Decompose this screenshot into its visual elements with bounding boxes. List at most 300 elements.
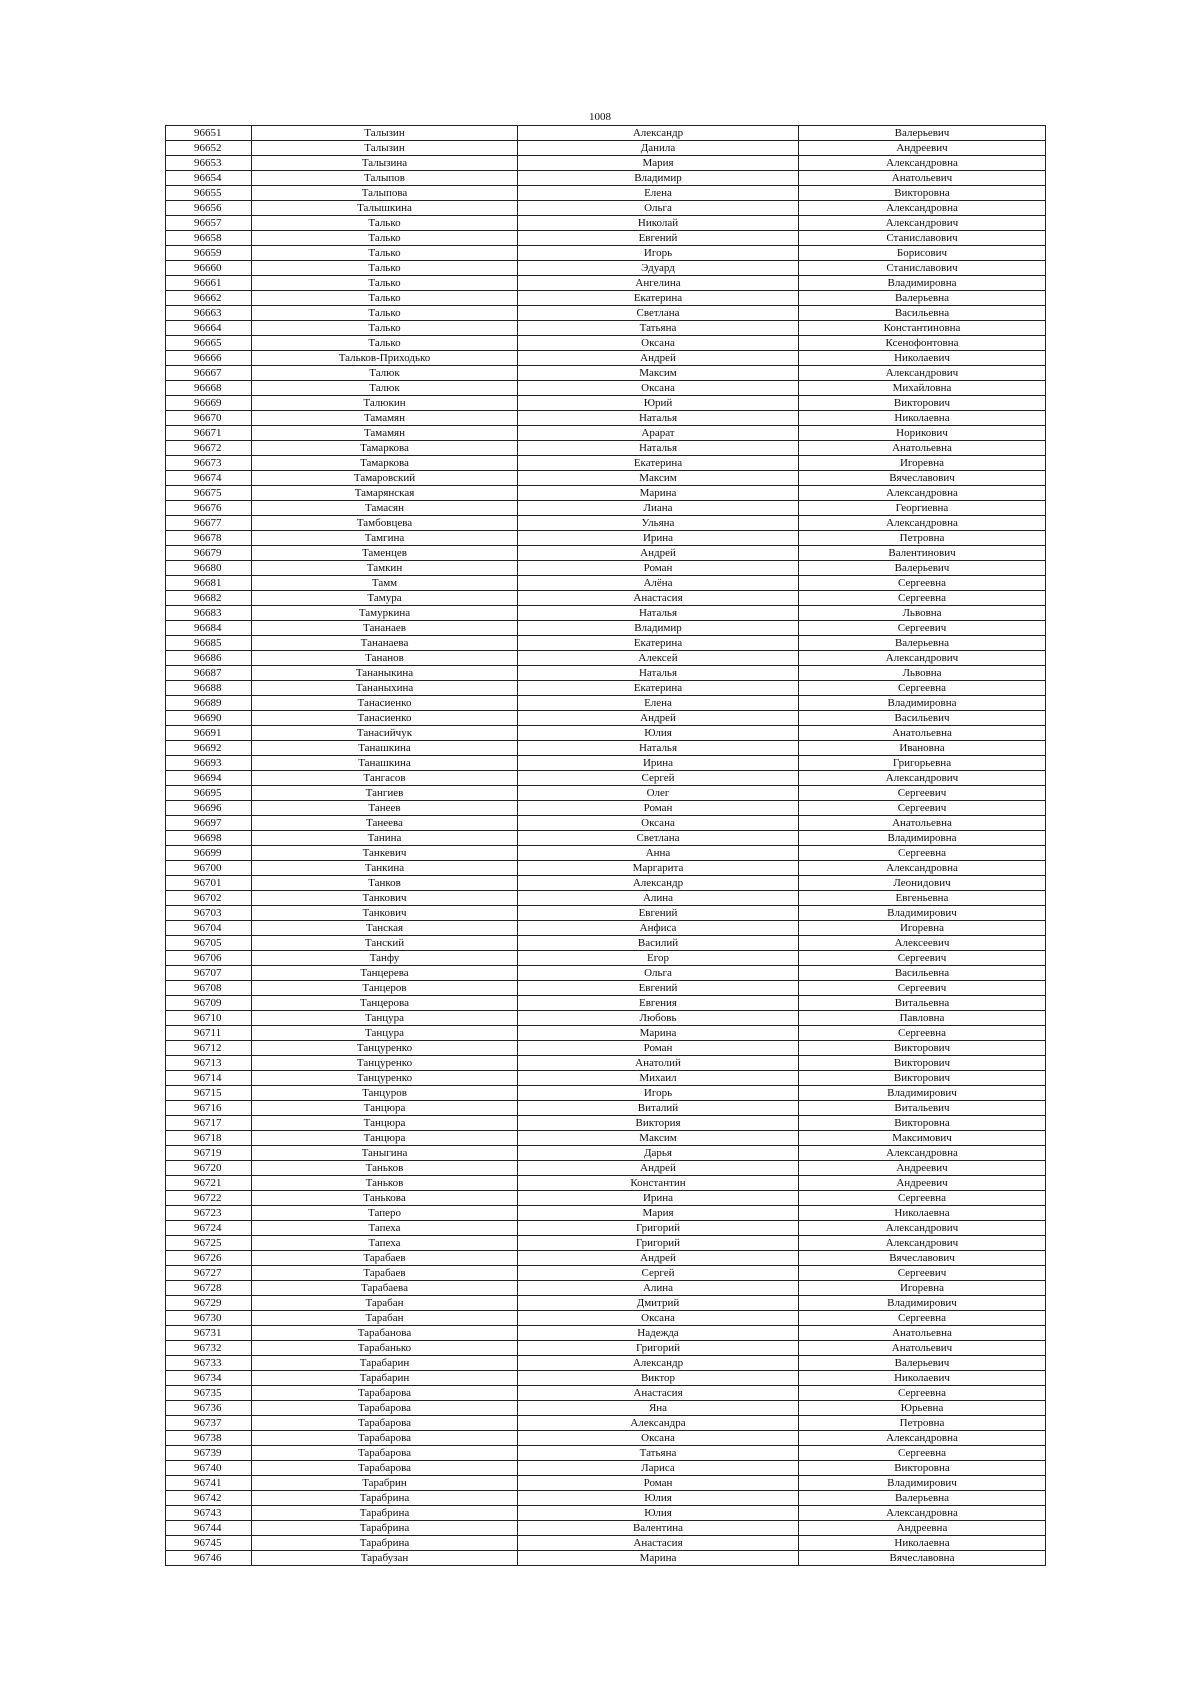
record-number-cell: 96695 xyxy=(166,786,252,801)
patronymic-cell: Александровна xyxy=(799,1431,1046,1446)
first-name-cell: Татьяна xyxy=(518,321,799,336)
surname-cell: Тапеха xyxy=(252,1236,518,1251)
record-number-cell: 96719 xyxy=(166,1146,252,1161)
table-row xyxy=(166,1551,1046,1566)
surname-cell: Талыпов xyxy=(252,171,518,186)
patronymic-cell: Николаевна xyxy=(799,1206,1046,1221)
surname-cell: Танцерова xyxy=(252,996,518,1011)
surname-cell: Тарабан xyxy=(252,1311,518,1326)
record-number-cell: 96659 xyxy=(166,246,252,261)
record-number-cell: 96728 xyxy=(166,1281,252,1296)
patronymic-cell: Валерьевна xyxy=(799,1491,1046,1506)
table-row xyxy=(166,891,1046,906)
patronymic-cell: Викторович xyxy=(799,1041,1046,1056)
patronymic-cell: Львовна xyxy=(799,666,1046,681)
record-number-cell: 96734 xyxy=(166,1371,252,1386)
patronymic-cell: Васильевна xyxy=(799,966,1046,981)
surname-cell: Тарабарова xyxy=(252,1401,518,1416)
first-name-cell: Роман xyxy=(518,1041,799,1056)
record-number-cell: 96712 xyxy=(166,1041,252,1056)
patronymic-cell: Сергеевна xyxy=(799,1026,1046,1041)
first-name-cell: Николай xyxy=(518,216,799,231)
first-name-cell: Анастасия xyxy=(518,591,799,606)
record-number-cell: 96740 xyxy=(166,1461,252,1476)
surname-cell: Тарабрина xyxy=(252,1491,518,1506)
record-number-cell: 96690 xyxy=(166,711,252,726)
record-number-cell: 96715 xyxy=(166,1086,252,1101)
table-row xyxy=(166,621,1046,636)
record-number-cell: 96674 xyxy=(166,471,252,486)
record-number-cell: 96741 xyxy=(166,1476,252,1491)
table-row xyxy=(166,906,1046,921)
record-number-cell: 96653 xyxy=(166,156,252,171)
first-name-cell: Григорий xyxy=(518,1236,799,1251)
first-name-cell: Виктория xyxy=(518,1116,799,1131)
patronymic-cell: Александрович xyxy=(799,216,1046,231)
record-number-cell: 96681 xyxy=(166,576,252,591)
surname-cell: Талышкина xyxy=(252,201,518,216)
patronymic-cell: Александрович xyxy=(799,366,1046,381)
table-row xyxy=(166,411,1046,426)
patronymic-cell: Николаевна xyxy=(799,411,1046,426)
table-row xyxy=(166,306,1046,321)
first-name-cell: Наталья xyxy=(518,666,799,681)
surname-cell: Тамбовцева xyxy=(252,516,518,531)
table-row xyxy=(166,1176,1046,1191)
patronymic-cell: Сергеевна xyxy=(799,681,1046,696)
surname-cell: Таныгина xyxy=(252,1146,518,1161)
first-name-cell: Андрей xyxy=(518,546,799,561)
patronymic-cell: Ксенофонтовна xyxy=(799,336,1046,351)
surname-cell: Танцеров xyxy=(252,981,518,996)
surname-cell: Танасиенко xyxy=(252,696,518,711)
surname-cell: Тарабарова xyxy=(252,1446,518,1461)
record-number-cell: 96694 xyxy=(166,771,252,786)
surname-cell: Тангасов xyxy=(252,771,518,786)
first-name-cell: Татьяна xyxy=(518,1446,799,1461)
patronymic-cell: Константиновна xyxy=(799,321,1046,336)
surname-cell: Талызин xyxy=(252,126,518,141)
surname-cell: Тарабан xyxy=(252,1296,518,1311)
surname-cell: Танфу xyxy=(252,951,518,966)
record-number-cell: 96658 xyxy=(166,231,252,246)
surname-cell: Тарабанько xyxy=(252,1341,518,1356)
record-number-cell: 96745 xyxy=(166,1536,252,1551)
first-name-cell: Олег xyxy=(518,786,799,801)
table-row xyxy=(166,381,1046,396)
record-number-cell: 96739 xyxy=(166,1446,252,1461)
record-number-cell: 96656 xyxy=(166,201,252,216)
patronymic-cell: Витальевич xyxy=(799,1101,1046,1116)
table-row xyxy=(166,666,1046,681)
patronymic-cell: Сергеевич xyxy=(799,1266,1046,1281)
table-row xyxy=(166,1536,1046,1551)
surname-cell: Тамм xyxy=(252,576,518,591)
table-row xyxy=(166,1191,1046,1206)
surname-cell: Танцура xyxy=(252,1026,518,1041)
table-row xyxy=(166,1071,1046,1086)
surname-cell: Танина xyxy=(252,831,518,846)
surname-cell: Талызин xyxy=(252,141,518,156)
first-name-cell: Ульяна xyxy=(518,516,799,531)
table-row xyxy=(166,1296,1046,1311)
first-name-cell: Евгений xyxy=(518,906,799,921)
surname-cell: Танцюра xyxy=(252,1116,518,1131)
surname-cell: Танская xyxy=(252,921,518,936)
first-name-cell: Марина xyxy=(518,1551,799,1566)
table-row xyxy=(166,1446,1046,1461)
record-number-cell: 96704 xyxy=(166,921,252,936)
first-name-cell: Григорий xyxy=(518,1221,799,1236)
table-row xyxy=(166,951,1046,966)
surname-cell: Талыпова xyxy=(252,186,518,201)
record-number-cell: 96742 xyxy=(166,1491,252,1506)
first-name-cell: Максим xyxy=(518,471,799,486)
patronymic-cell: Сергеевна xyxy=(799,846,1046,861)
patronymic-cell: Юрьевна xyxy=(799,1401,1046,1416)
table-row xyxy=(166,1281,1046,1296)
first-name-cell: Арарат xyxy=(518,426,799,441)
record-number-cell: 96684 xyxy=(166,621,252,636)
first-name-cell: Оксана xyxy=(518,816,799,831)
patronymic-cell: Викторович xyxy=(799,1071,1046,1086)
record-number-cell: 96697 xyxy=(166,816,252,831)
first-name-cell: Марина xyxy=(518,1026,799,1041)
patronymic-cell: Валерьевич xyxy=(799,1356,1046,1371)
record-number-cell: 96703 xyxy=(166,906,252,921)
table-row xyxy=(166,1206,1046,1221)
surname-cell: Талюк xyxy=(252,366,518,381)
surname-cell: Тарабузан xyxy=(252,1551,518,1566)
patronymic-cell: Сергеевна xyxy=(799,1191,1046,1206)
record-number-cell: 96711 xyxy=(166,1026,252,1041)
surname-cell: Талько xyxy=(252,291,518,306)
table-row xyxy=(166,696,1046,711)
surname-cell: Танцюра xyxy=(252,1131,518,1146)
first-name-cell: Александра xyxy=(518,1416,799,1431)
record-number-cell: 96717 xyxy=(166,1116,252,1131)
patronymic-cell: Андреевич xyxy=(799,1176,1046,1191)
record-number-cell: 96654 xyxy=(166,171,252,186)
record-number-cell: 96738 xyxy=(166,1431,252,1446)
table-row xyxy=(166,1041,1046,1056)
surname-cell: Тамаркова xyxy=(252,441,518,456)
first-name-cell: Дмитрий xyxy=(518,1296,799,1311)
table-row xyxy=(166,1131,1046,1146)
surname-cell: Тарабарова xyxy=(252,1431,518,1446)
surname-cell: Тананаев xyxy=(252,621,518,636)
table-row xyxy=(166,1461,1046,1476)
table-row xyxy=(166,276,1046,291)
table-row xyxy=(166,246,1046,261)
table-row xyxy=(166,471,1046,486)
table-row xyxy=(166,171,1046,186)
surname-cell: Тальков-Приходько xyxy=(252,351,518,366)
first-name-cell: Лариса xyxy=(518,1461,799,1476)
table-row xyxy=(166,576,1046,591)
patronymic-cell: Владимировна xyxy=(799,831,1046,846)
first-name-cell: Владимир xyxy=(518,621,799,636)
first-name-cell: Оксана xyxy=(518,336,799,351)
patronymic-cell: Сергеевна xyxy=(799,576,1046,591)
first-name-cell: Евгений xyxy=(518,231,799,246)
record-number-cell: 96679 xyxy=(166,546,252,561)
table-row xyxy=(166,1236,1046,1251)
surname-cell: Танцуров xyxy=(252,1086,518,1101)
table-row xyxy=(166,1146,1046,1161)
surname-cell: Тарабарова xyxy=(252,1386,518,1401)
record-number-cell: 96702 xyxy=(166,891,252,906)
table-row xyxy=(166,1386,1046,1401)
patronymic-cell: Игоревна xyxy=(799,1281,1046,1296)
record-number-cell: 96672 xyxy=(166,441,252,456)
surname-cell: Талько xyxy=(252,336,518,351)
surname-cell: Талько xyxy=(252,321,518,336)
first-name-cell: Алина xyxy=(518,1281,799,1296)
record-number-cell: 96666 xyxy=(166,351,252,366)
patronymic-cell: Валентинович xyxy=(799,546,1046,561)
first-name-cell: Виталий xyxy=(518,1101,799,1116)
patronymic-cell: Александрович xyxy=(799,771,1046,786)
first-name-cell: Маргарита xyxy=(518,861,799,876)
table-row xyxy=(166,711,1046,726)
surname-cell: Тамаркова xyxy=(252,456,518,471)
patronymic-cell: Владимировна xyxy=(799,696,1046,711)
first-name-cell: Максим xyxy=(518,366,799,381)
first-name-cell: Юрий xyxy=(518,396,799,411)
patronymic-cell: Сергеевич xyxy=(799,951,1046,966)
first-name-cell: Максим xyxy=(518,1131,799,1146)
table-row xyxy=(166,1506,1046,1521)
patronymic-cell: Александровна xyxy=(799,1506,1046,1521)
table-row xyxy=(166,546,1046,561)
table-row xyxy=(166,1326,1046,1341)
patronymic-cell: Вячеславовна xyxy=(799,1551,1046,1566)
patronymic-cell: Борисович xyxy=(799,246,1046,261)
first-name-cell: Игорь xyxy=(518,246,799,261)
surname-cell: Тамаровский xyxy=(252,471,518,486)
surname-cell: Таменцев xyxy=(252,546,518,561)
first-name-cell: Валентина xyxy=(518,1521,799,1536)
first-name-cell: Екатерина xyxy=(518,681,799,696)
table-row xyxy=(166,561,1046,576)
table-row xyxy=(166,1251,1046,1266)
record-number-cell: 96687 xyxy=(166,666,252,681)
record-number-cell: 96736 xyxy=(166,1401,252,1416)
first-name-cell: Оксана xyxy=(518,381,799,396)
record-number-cell: 96735 xyxy=(166,1386,252,1401)
table-row xyxy=(166,1161,1046,1176)
patronymic-cell: Станиславович xyxy=(799,231,1046,246)
table-row xyxy=(166,261,1046,276)
table-row xyxy=(166,1371,1046,1386)
first-name-cell: Роман xyxy=(518,801,799,816)
patronymic-cell: Сергеевич xyxy=(799,786,1046,801)
table-row xyxy=(166,186,1046,201)
record-number-cell: 96688 xyxy=(166,681,252,696)
table-row xyxy=(166,861,1046,876)
first-name-cell: Мария xyxy=(518,156,799,171)
surname-cell: Тананаева xyxy=(252,636,518,651)
surname-cell: Таньков xyxy=(252,1161,518,1176)
first-name-cell: Егор xyxy=(518,951,799,966)
patronymic-cell: Александровна xyxy=(799,1146,1046,1161)
first-name-cell: Екатерина xyxy=(518,291,799,306)
table-row xyxy=(166,216,1046,231)
patronymic-cell: Григорьевна xyxy=(799,756,1046,771)
record-number-cell: 96668 xyxy=(166,381,252,396)
record-number-cell: 96671 xyxy=(166,426,252,441)
surname-cell: Тамамян xyxy=(252,411,518,426)
page-number: 1008 xyxy=(589,111,611,123)
first-name-cell: Евгений xyxy=(518,981,799,996)
record-number-cell: 96675 xyxy=(166,486,252,501)
patronymic-cell: Львовна xyxy=(799,606,1046,621)
first-name-cell: Андрей xyxy=(518,351,799,366)
record-number-cell: 96726 xyxy=(166,1251,252,1266)
surname-cell: Танасийчук xyxy=(252,726,518,741)
table-row xyxy=(166,606,1046,621)
surname-cell: Танкевич xyxy=(252,846,518,861)
patronymic-cell: Норикович xyxy=(799,426,1046,441)
table-row xyxy=(166,141,1046,156)
record-number-cell: 96662 xyxy=(166,291,252,306)
patronymic-cell: Сергеевич xyxy=(799,981,1046,996)
record-number-cell: 96686 xyxy=(166,651,252,666)
patronymic-cell: Павловна xyxy=(799,1011,1046,1026)
table-row xyxy=(166,741,1046,756)
record-number-cell: 96718 xyxy=(166,1131,252,1146)
table-row xyxy=(166,846,1046,861)
record-number-cell: 96685 xyxy=(166,636,252,651)
record-number-cell: 96664 xyxy=(166,321,252,336)
surname-cell: Тарабрина xyxy=(252,1521,518,1536)
first-name-cell: Екатерина xyxy=(518,636,799,651)
record-number-cell: 96709 xyxy=(166,996,252,1011)
table-row xyxy=(166,486,1046,501)
patronymic-cell: Николаевич xyxy=(799,1371,1046,1386)
first-name-cell: Александр xyxy=(518,126,799,141)
surname-cell: Талько xyxy=(252,306,518,321)
patronymic-cell: Владимирович xyxy=(799,1296,1046,1311)
first-name-cell: Наталья xyxy=(518,411,799,426)
first-name-cell: Алина xyxy=(518,891,799,906)
record-number-cell: 96713 xyxy=(166,1056,252,1071)
first-name-cell: Мария xyxy=(518,1206,799,1221)
surname-cell: Танкина xyxy=(252,861,518,876)
surname-cell: Тарабарин xyxy=(252,1356,518,1371)
table-row xyxy=(166,396,1046,411)
surname-cell: Тарабрин xyxy=(252,1476,518,1491)
surname-cell: Тарабаев xyxy=(252,1251,518,1266)
first-name-cell: Виктор xyxy=(518,1371,799,1386)
first-name-cell: Григорий xyxy=(518,1341,799,1356)
patronymic-cell: Валерьевна xyxy=(799,291,1046,306)
record-number-cell: 96720 xyxy=(166,1161,252,1176)
first-name-cell: Наталья xyxy=(518,741,799,756)
first-name-cell: Андрей xyxy=(518,711,799,726)
patronymic-cell: Васильевич xyxy=(799,711,1046,726)
record-number-cell: 96683 xyxy=(166,606,252,621)
record-number-cell: 96667 xyxy=(166,366,252,381)
first-name-cell: Сергей xyxy=(518,771,799,786)
patronymic-cell: Андреевич xyxy=(799,1161,1046,1176)
patronymic-cell: Анатольевич xyxy=(799,1341,1046,1356)
patronymic-cell: Сергеевна xyxy=(799,1386,1046,1401)
record-number-cell: 96714 xyxy=(166,1071,252,1086)
table-row xyxy=(166,651,1046,666)
table-row xyxy=(166,771,1046,786)
patronymic-cell: Владимировна xyxy=(799,276,1046,291)
surname-cell: Таперо xyxy=(252,1206,518,1221)
record-number-cell: 96651 xyxy=(166,126,252,141)
surname-cell: Танцура xyxy=(252,1011,518,1026)
first-name-cell: Андрей xyxy=(518,1251,799,1266)
first-name-cell: Роман xyxy=(518,1476,799,1491)
first-name-cell: Анастасия xyxy=(518,1386,799,1401)
table-row xyxy=(166,1056,1046,1071)
table-row xyxy=(166,501,1046,516)
patronymic-cell: Викторовна xyxy=(799,1116,1046,1131)
first-name-cell: Юлия xyxy=(518,726,799,741)
record-number-cell: 96710 xyxy=(166,1011,252,1026)
first-name-cell: Яна xyxy=(518,1401,799,1416)
surname-cell: Танькова xyxy=(252,1191,518,1206)
record-number-cell: 96724 xyxy=(166,1221,252,1236)
table-row xyxy=(166,921,1046,936)
record-number-cell: 96652 xyxy=(166,141,252,156)
table-row xyxy=(166,1026,1046,1041)
registry-table-body xyxy=(166,126,1046,1566)
record-number-cell: 96732 xyxy=(166,1341,252,1356)
patronymic-cell: Петровна xyxy=(799,1416,1046,1431)
patronymic-cell: Александровна xyxy=(799,156,1046,171)
patronymic-cell: Валерьевич xyxy=(799,561,1046,576)
record-number-cell: 96669 xyxy=(166,396,252,411)
first-name-cell: Игорь xyxy=(518,1086,799,1101)
record-number-cell: 96691 xyxy=(166,726,252,741)
record-number-cell: 96723 xyxy=(166,1206,252,1221)
table-row xyxy=(166,336,1046,351)
record-number-cell: 96706 xyxy=(166,951,252,966)
first-name-cell: Наталья xyxy=(518,606,799,621)
record-number-cell: 96729 xyxy=(166,1296,252,1311)
first-name-cell: Наталья xyxy=(518,441,799,456)
table-row xyxy=(166,531,1046,546)
surname-cell: Талько xyxy=(252,276,518,291)
table-row xyxy=(166,1266,1046,1281)
patronymic-cell: Александрович xyxy=(799,651,1046,666)
first-name-cell: Юлия xyxy=(518,1506,799,1521)
surname-cell: Танеева xyxy=(252,816,518,831)
first-name-cell: Василий xyxy=(518,936,799,951)
table-row xyxy=(166,1116,1046,1131)
surname-cell: Талюкин xyxy=(252,396,518,411)
record-number-cell: 96708 xyxy=(166,981,252,996)
patronymic-cell: Александровна xyxy=(799,861,1046,876)
first-name-cell: Владимир xyxy=(518,171,799,186)
table-row xyxy=(166,726,1046,741)
patronymic-cell: Валерьевна xyxy=(799,636,1046,651)
table-row xyxy=(166,1221,1046,1236)
table-row xyxy=(166,1491,1046,1506)
first-name-cell: Юлия xyxy=(518,1491,799,1506)
record-number-cell: 96680 xyxy=(166,561,252,576)
first-name-cell: Оксана xyxy=(518,1311,799,1326)
record-number-cell: 96693 xyxy=(166,756,252,771)
record-number-cell: 96655 xyxy=(166,186,252,201)
surname-cell: Тамгина xyxy=(252,531,518,546)
